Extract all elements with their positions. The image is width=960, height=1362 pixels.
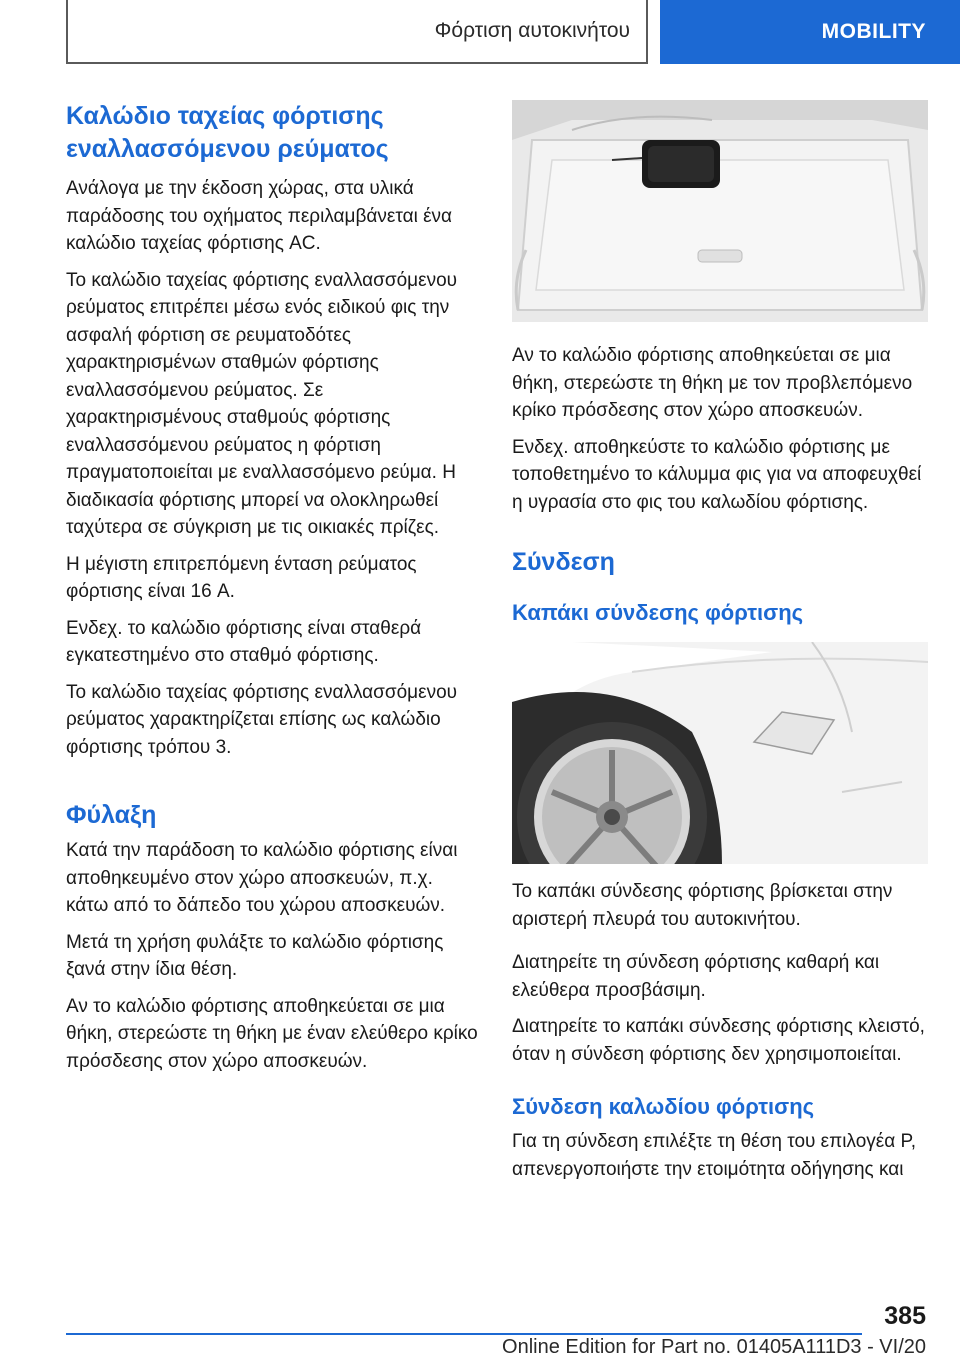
cable-connection-title: Σύνδεση καλωδίου φόρτισης <box>512 1094 815 1119</box>
paragraph: Για τη σύνδεση επιλέξτε τη θέση του επιλογέα P, απενεργοποιήστε την ετοιμότητα οδήγησης και <box>512 1131 917 1180</box>
section-title: MOBILITY <box>821 20 926 43</box>
charging-flap-title: Καπάκι σύνδεσης φόρτισης <box>512 600 804 625</box>
connection-section-title: Σύνδεση <box>512 548 615 576</box>
left-column <box>66 100 480 1075</box>
paragraph: Διατηρείτε το καπάκι σύνδεσης φόρτισης κλειστό, όταν η σύνδεση φόρτισης δεν χρησιμοποιείται. <box>512 1016 925 1065</box>
chapter-header <box>66 0 648 64</box>
page-number: 385 <box>884 1302 926 1330</box>
paragraph: Μετά τη χρήση φυλάξτε το καλώδιο φόρτισης ξανά στην ίδια θέση. <box>66 931 444 980</box>
chapter-title: Φόρτιση αυτοκινήτου <box>434 19 630 42</box>
cable-section-title: Καλώδιο ταχείας φόρτισης εναλλασσόμενου ρεύματος <box>66 102 389 163</box>
trunk-photo <box>512 100 928 322</box>
paragraph: Ενδεχ. το καλώδιο φόρτισης είναι σταθερά εγκατεστημένο στο σταθμό φόρτισης. <box>66 617 422 666</box>
paragraph: Αν το καλώδιο φόρτισης αποθηκεύεται σε μια θήκη, στερεώστε τη θήκη με τον προβλεπόμενο κρίκο πρόσδεσης στον χώρο αποσκευών. <box>512 345 913 421</box>
storage-section-title: Φύλαξη <box>66 801 157 829</box>
paragraph: Η μέγιστη επιτρεπόμενη ένταση ρεύματος φόρτισης είναι 16 A. <box>66 553 417 602</box>
paragraph: Το καλώδιο ταχείας φόρτισης εναλλασσόμενου ρεύματος χαρακτηρίζεται επίσης ως καλώδιο φόρτισης τρόπου 3. <box>66 681 458 758</box>
paragraph: Το καπάκι σύνδεσης φόρτισης βρίσκεται στην αριστερή πλευρά του αυτοκινήτου. <box>512 881 893 930</box>
footer-divider <box>66 1333 862 1335</box>
paragraph: Ενδεχ. αποθηκεύστε το καλώδιο φόρτισης με τοποθετημένο το κάλυμμα φις για να αποφευχθεί η υγρασία στο φις του καλωδίου φόρτισης. <box>512 436 922 513</box>
section-header <box>660 0 960 64</box>
paragraph: Το καλώδιο ταχείας φόρτισης εναλλασσόμενου ρεύματος επιτρέπει μέσω ενός ειδικού φις την ασφαλή φόρτιση σε ρευματοδότες χαρακτηρισμένων σταθμών φόρτισης εναλλασσόμενου ρεύματος. Σε χαρακτηρισμένους σταθμούς φόρτισης εναλλασσόμενου ρεύματος η φόρτιση πραγματοποιείται με εναλλασσόμενο ρεύμα. Η διαδικασία φόρτισης μπορεί να ολοκληρωθεί ταχύτερα σε σύγκριση με τις οικιακές πρίζες. <box>66 269 458 538</box>
paragraph: Διατηρείτε τη σύνδεση φόρτισης καθαρή και ελεύθερα προσβάσιμη. <box>512 952 880 1001</box>
paragraph: Ανάλογα με την έκδοση χώρας, στα υλικά παράδοσης του οχήματος περιλαμβάνεται ένα καλώδιο ταχείας φόρτισης AC. <box>66 178 453 254</box>
paragraph: Αν το καλώδιο φόρτισης αποθηκεύεται σε μια θήκη, στερεώστε τη θήκη με έναν ελεύθερο κρίκο πρόσδεσης στον χώρο αποσκευών. <box>66 995 478 1072</box>
paragraph: Κατά την παράδοση το καλώδιο φόρτισης είναι αποθηκευμένο στον χώρο αποσκευών, π.χ. κάτω από το δάπεδο του χώρου αποσκευών. <box>66 840 458 916</box>
charging-flap-photo <box>512 642 928 864</box>
right-column <box>512 100 926 1183</box>
edition-text: Online Edition for Part no. 01405A111D3 - VI/20 <box>502 1336 926 1358</box>
